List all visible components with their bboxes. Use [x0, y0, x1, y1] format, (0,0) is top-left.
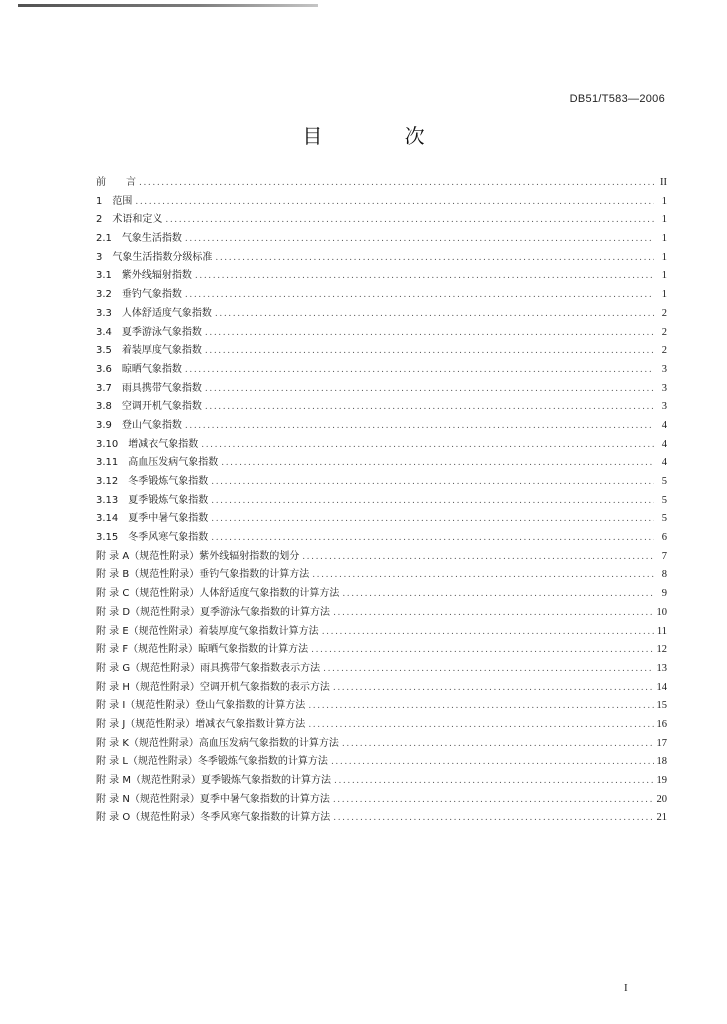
toc-entry-page: 3 [661, 401, 667, 413]
toc-entry-page: 3 [661, 363, 667, 375]
toc-entry-label: 附 录 J（规范性附录）增减衣气象指数计算方法 [96, 718, 306, 730]
toc-leader-dots [211, 529, 654, 548]
toc-entry-page: 5 [661, 494, 667, 506]
toc-entry[interactable] [96, 809, 667, 828]
toc-leader-dots [205, 380, 654, 399]
toc-entry-label: 3.15 冬季风寒气象指数 [96, 532, 209, 544]
toc-leader-dots [215, 305, 654, 324]
toc-leader-dots [311, 641, 653, 660]
toc-entry-page: 2 [661, 326, 667, 338]
toc-leader-dots [185, 230, 654, 249]
toc-entry[interactable] [96, 529, 667, 548]
toc-entry-label: 2.1 气象生活指数 [96, 233, 182, 245]
toc-entry-label: 附 录 C（规范性附录）人体舒适度气象指数的计算方法 [96, 588, 340, 600]
scan-edge-mark [18, 4, 318, 7]
page-number: I [624, 982, 628, 994]
toc-entry-page: 5 [661, 513, 667, 525]
toc-leader-dots [308, 716, 653, 735]
toc-leader-dots [211, 492, 654, 511]
toc-entry[interactable] [96, 566, 667, 585]
toc-entry[interactable] [96, 585, 667, 604]
toc-entry[interactable] [96, 417, 667, 436]
toc-entry-label: 2 术语和定义 [96, 214, 163, 226]
toc-leader-dots [333, 809, 653, 828]
toc-entry-page: 11 [656, 625, 667, 637]
toc-entry-page: 1 [661, 289, 667, 301]
toc-entry[interactable] [96, 735, 667, 754]
toc-entry-label: 3.14 夏季中暑气象指数 [96, 513, 209, 525]
toc-entry[interactable] [96, 492, 667, 511]
toc-leader-dots [205, 324, 654, 343]
toc-leader-dots [195, 267, 654, 286]
toc-entry-page: 17 [656, 737, 667, 749]
toc-entry-label: 3.1 紫外线辐射指数 [96, 270, 192, 282]
toc-entry[interactable] [96, 249, 667, 268]
toc-leader-dots [342, 585, 654, 604]
toc-entry-page: 8 [661, 569, 667, 581]
toc-entry[interactable] [96, 230, 667, 249]
toc-entry-label: 3.8 空调开机气象指数 [96, 401, 202, 413]
toc-entry[interactable] [96, 324, 667, 343]
toc-entry-label: 3.6 晾晒气象指数 [96, 363, 182, 375]
toc-entry[interactable] [96, 510, 667, 529]
toc-entry-label: 3.13 夏季锻炼气象指数 [96, 494, 209, 506]
toc-entry[interactable] [96, 697, 667, 716]
toc-entry[interactable] [96, 473, 667, 492]
toc-entry-page: 4 [661, 419, 667, 431]
toc-entry[interactable] [96, 772, 667, 791]
toc-entry-label: 附 录 A（规范性附录）紫外线辐射指数的划分 [96, 550, 300, 562]
toc-entry[interactable] [96, 361, 667, 380]
toc-entry[interactable] [96, 660, 667, 679]
toc-entry-page: 19 [656, 775, 667, 786]
toc-entry-page: 2 [661, 307, 667, 319]
toc-leader-dots [185, 361, 654, 380]
toc-entry-page: 1 [661, 195, 667, 207]
toc-entry-label: 附 录 O（规范性附录）冬季风寒气象指数的计算方法 [96, 812, 331, 824]
toc-entry-label: 附 录 L（规范性附录）冬季锻炼气象指数的计算方法 [96, 756, 328, 768]
toc-entry-page: 12 [656, 644, 667, 656]
toc-entry-label: 3.4 夏季游泳气象指数 [96, 326, 202, 338]
toc-entry-label: 前 言 [96, 177, 136, 188]
toc-entry-page: 6 [661, 532, 667, 544]
toc-leader-dots [139, 174, 654, 193]
toc-entry[interactable] [96, 211, 667, 230]
toc-entry-label: 3.5 着装厚度气象指数 [96, 345, 202, 357]
toc-leader-dots [201, 436, 654, 455]
toc-entry-page: 9 [661, 588, 667, 600]
toc-entry-page: 20 [656, 793, 667, 805]
toc-entry[interactable] [96, 716, 667, 735]
toc-leader-dots [205, 342, 654, 361]
toc-entry[interactable] [96, 398, 667, 417]
toc-entry-page: II [660, 177, 667, 188]
toc-leader-dots [165, 211, 654, 230]
toc-entry-page: 4 [661, 457, 667, 469]
toc-leader-dots [333, 679, 654, 698]
toc-entry-label: 3.2 垂钓气象指数 [96, 289, 182, 301]
toc-entry-label: 附 录 M（规范性附录）夏季锻炼气象指数的计算方法 [96, 775, 331, 786]
toc-leader-dots [211, 473, 654, 492]
toc-entry[interactable] [96, 286, 667, 305]
toc-entry-label: 附 录 F（规范性附录）晾晒气象指数的计算方法 [96, 644, 309, 656]
toc-entry[interactable] [96, 267, 667, 286]
toc-leader-dots [312, 566, 654, 585]
toc-entry-page: 3 [661, 382, 667, 394]
toc-entry-page: 16 [656, 718, 667, 730]
toc-entry-page: 1 [661, 214, 667, 226]
toc-entry[interactable] [96, 604, 667, 623]
toc-entry-page: 13 [656, 662, 667, 674]
toc-entry-label: 附 录 D（规范性附录）夏季游泳气象指数的计算方法 [96, 606, 331, 618]
toc-entry-page: 1 [661, 251, 667, 263]
toc-entry[interactable] [96, 380, 667, 399]
toc-entry-page: 21 [656, 812, 667, 824]
document-code: DB51/T583—2006 [569, 93, 665, 105]
toc-entry-label: 3.11 高血压发病气象指数 [96, 457, 219, 469]
toc-entry-label: 1 范围 [96, 195, 133, 207]
toc-leader-dots [334, 772, 654, 791]
toc-entry-label: 附 录 G（规范性附录）雨具携带气象指数表示方法 [96, 662, 321, 674]
toc-leader-dots [331, 753, 654, 772]
toc-entry-page: 5 [661, 476, 667, 487]
toc-entry-page: 15 [656, 700, 667, 712]
toc-entry[interactable] [96, 679, 667, 698]
toc-entry-label: 3.9 登山气象指数 [96, 419, 182, 431]
toc-entry-page: 7 [661, 550, 667, 562]
toc-leader-dots [135, 193, 654, 212]
toc-entry[interactable] [96, 641, 667, 660]
toc-entry-page: 14 [656, 681, 667, 693]
toc-entry[interactable] [96, 548, 667, 567]
toc-leader-dots [185, 286, 654, 305]
toc-leader-dots [211, 510, 654, 529]
toc-entry[interactable] [96, 342, 667, 361]
toc-entry[interactable] [96, 174, 667, 193]
toc-entry-label: 附 录 K（规范性附录）高血压发病气象指数的计算方法 [96, 737, 339, 749]
toc-leader-dots [323, 660, 653, 679]
toc-entry[interactable] [96, 436, 667, 455]
toc-entry[interactable] [96, 193, 667, 212]
toc-leader-dots [221, 454, 654, 473]
toc-entry-label: 3.10 增减衣气象指数 [96, 438, 199, 450]
toc-leader-dots [302, 548, 654, 567]
toc-entry[interactable] [96, 791, 667, 810]
toc-entry-label: 附 录 N（规范性附录）夏季中暑气象指数的计算方法 [96, 793, 330, 805]
toc-leader-dots [185, 417, 654, 436]
toc-entry-label: 3 气象生活指数分级标准 [96, 251, 213, 263]
toc-leader-dots [322, 623, 654, 642]
table-of-contents [96, 174, 667, 828]
toc-entry[interactable] [96, 753, 667, 772]
toc-leader-dots [342, 735, 654, 754]
toc-entry-label: 附 录 E（规范性附录）着装厚度气象指数计算方法 [96, 625, 319, 637]
toc-entry-page: 10 [656, 606, 667, 618]
toc-entry-label: 附 录 H（规范性附录）空调开机气象指数的表示方法 [96, 681, 330, 693]
toc-entry-page: 1 [661, 233, 667, 245]
toc-entry-page: 4 [661, 438, 667, 450]
toc-entry-label: 附 录 B（规范性附录）垂钓气象指数的计算方法 [96, 569, 310, 581]
toc-leader-dots [215, 249, 654, 268]
toc-entry-label: 附 录 I（规范性附录）登山气象指数的计算方法 [96, 700, 306, 712]
toc-entry[interactable] [96, 305, 667, 324]
toc-entry-page: 2 [661, 345, 667, 357]
toc-leader-dots [333, 791, 654, 810]
page-title: 目 次 [302, 124, 463, 148]
toc-leader-dots [333, 604, 653, 623]
toc-entry-label: 3.12 冬季锻炼气象指数 [96, 476, 209, 487]
toc-entry-label: 3.3 人体舒适度气象指数 [96, 307, 212, 319]
toc-entry[interactable] [96, 454, 667, 473]
toc-entry-page: 18 [656, 756, 667, 768]
toc-entry-label: 3.7 雨具携带气象指数 [96, 382, 202, 394]
toc-leader-dots [308, 697, 653, 716]
toc-entry-page: 1 [661, 270, 667, 282]
toc-leader-dots [205, 398, 654, 417]
toc-entry[interactable] [96, 623, 667, 642]
